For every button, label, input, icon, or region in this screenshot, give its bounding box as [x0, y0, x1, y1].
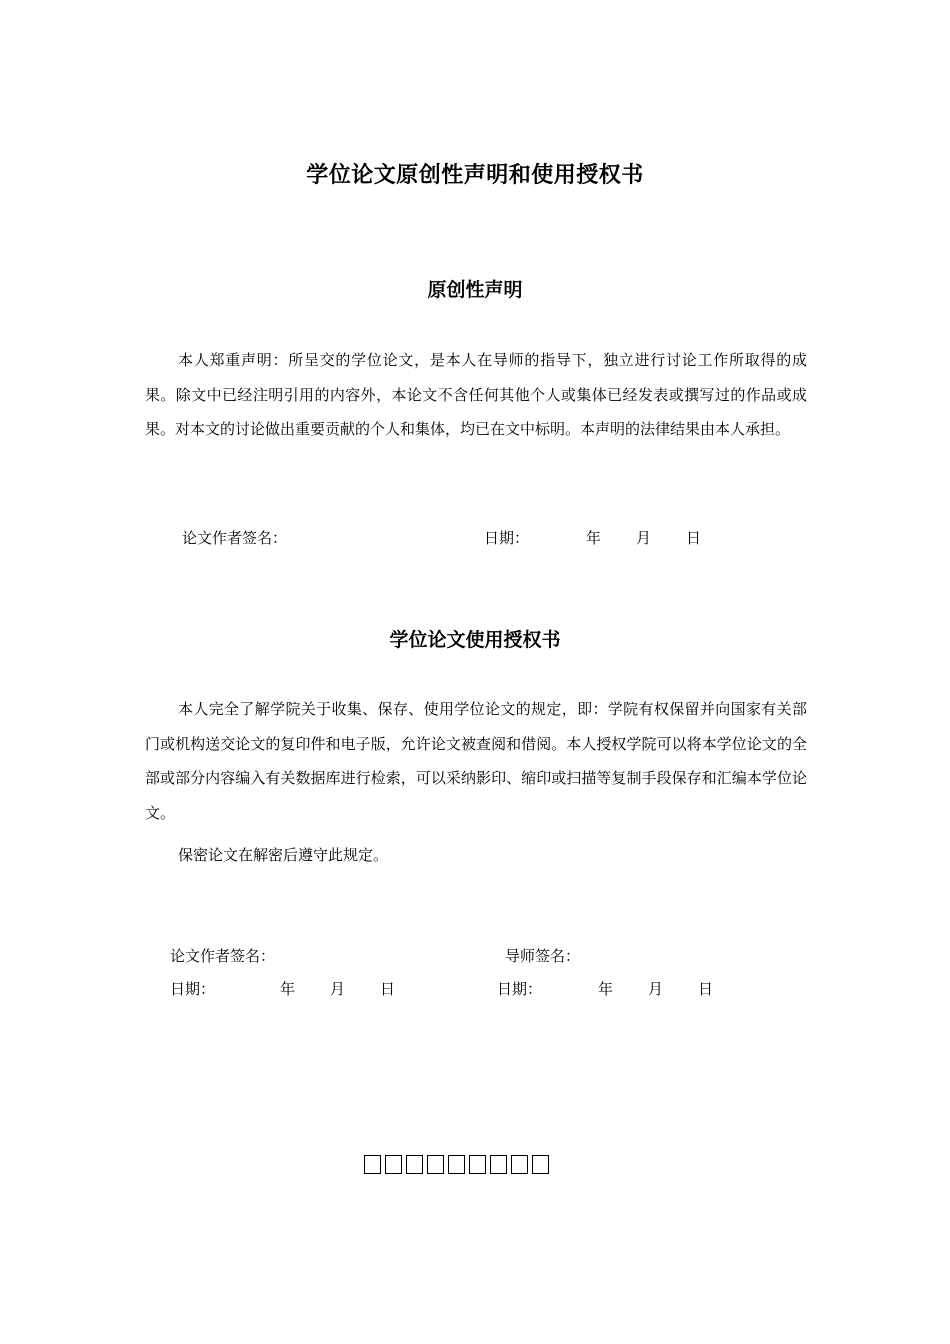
- day-label: 日: [686, 529, 702, 547]
- authorization-paragraph: 本人完全了解学院关于收集、保存、使用学位论文的规定，即：学院有权保留并向国家有关部门或机构送交论文的复印件和电子版，允许论文被查阅和借阅。本人授权学院可以将本学位论文的全部或部分内容编入有关数据库进行检索，可以采纳影印、缩印或扫描等复制手段保存和汇编本学位论文。: [145, 700, 807, 822]
- placeholder-box: [427, 1155, 444, 1174]
- author-signature-label: 论文作者签名：: [170, 947, 276, 965]
- advisor-month-label: 月: [648, 980, 664, 998]
- placeholder-box: [490, 1155, 507, 1174]
- author-day-label: 日: [380, 980, 396, 998]
- advisor-year-label: 年: [598, 980, 614, 998]
- placeholder-box: [385, 1155, 402, 1174]
- advisor-signature-label: 导师签名：: [505, 947, 581, 965]
- author-signature-label: 论文作者签名：: [182, 529, 288, 547]
- placeholder-box: [532, 1155, 549, 1174]
- placeholder-box: [511, 1155, 528, 1174]
- originality-heading: 原创性声明: [427, 279, 523, 301]
- placeholder-box: [406, 1155, 423, 1174]
- authorization-heading: 学位论文使用授权书: [389, 629, 561, 651]
- placeholder-box: [364, 1155, 381, 1174]
- document-title: 学位论文原创性声明和使用授权书: [306, 163, 644, 188]
- footer-placeholder-boxes: [364, 1155, 549, 1174]
- advisor-day-label: 日: [698, 980, 714, 998]
- date-label: 日期：: [484, 529, 530, 547]
- year-label: 年: [586, 529, 602, 547]
- author-month-label: 月: [330, 980, 346, 998]
- originality-paragraph: 本人郑重声明：所呈交的学位论文，是本人在导师的指导下，独立进行讨论工作所取得的成果。除文中已经注明引用的内容外，本论文不含任何其他个人或集体已经发表或撰写过的作品或成果。对本文的讨论做出重要贡献的个人和集体，均已在文中标明。本声明的法律结果由本人承担。: [145, 351, 807, 438]
- placeholder-box: [469, 1155, 486, 1174]
- author-date-label: 日期：: [170, 980, 216, 998]
- month-label: 月: [636, 529, 652, 547]
- secrecy-note: 保密论文在解密后遵守此规定。: [178, 846, 389, 864]
- author-year-label: 年: [280, 980, 296, 998]
- placeholder-box: [448, 1155, 465, 1174]
- advisor-date-label: 日期：: [497, 980, 543, 998]
